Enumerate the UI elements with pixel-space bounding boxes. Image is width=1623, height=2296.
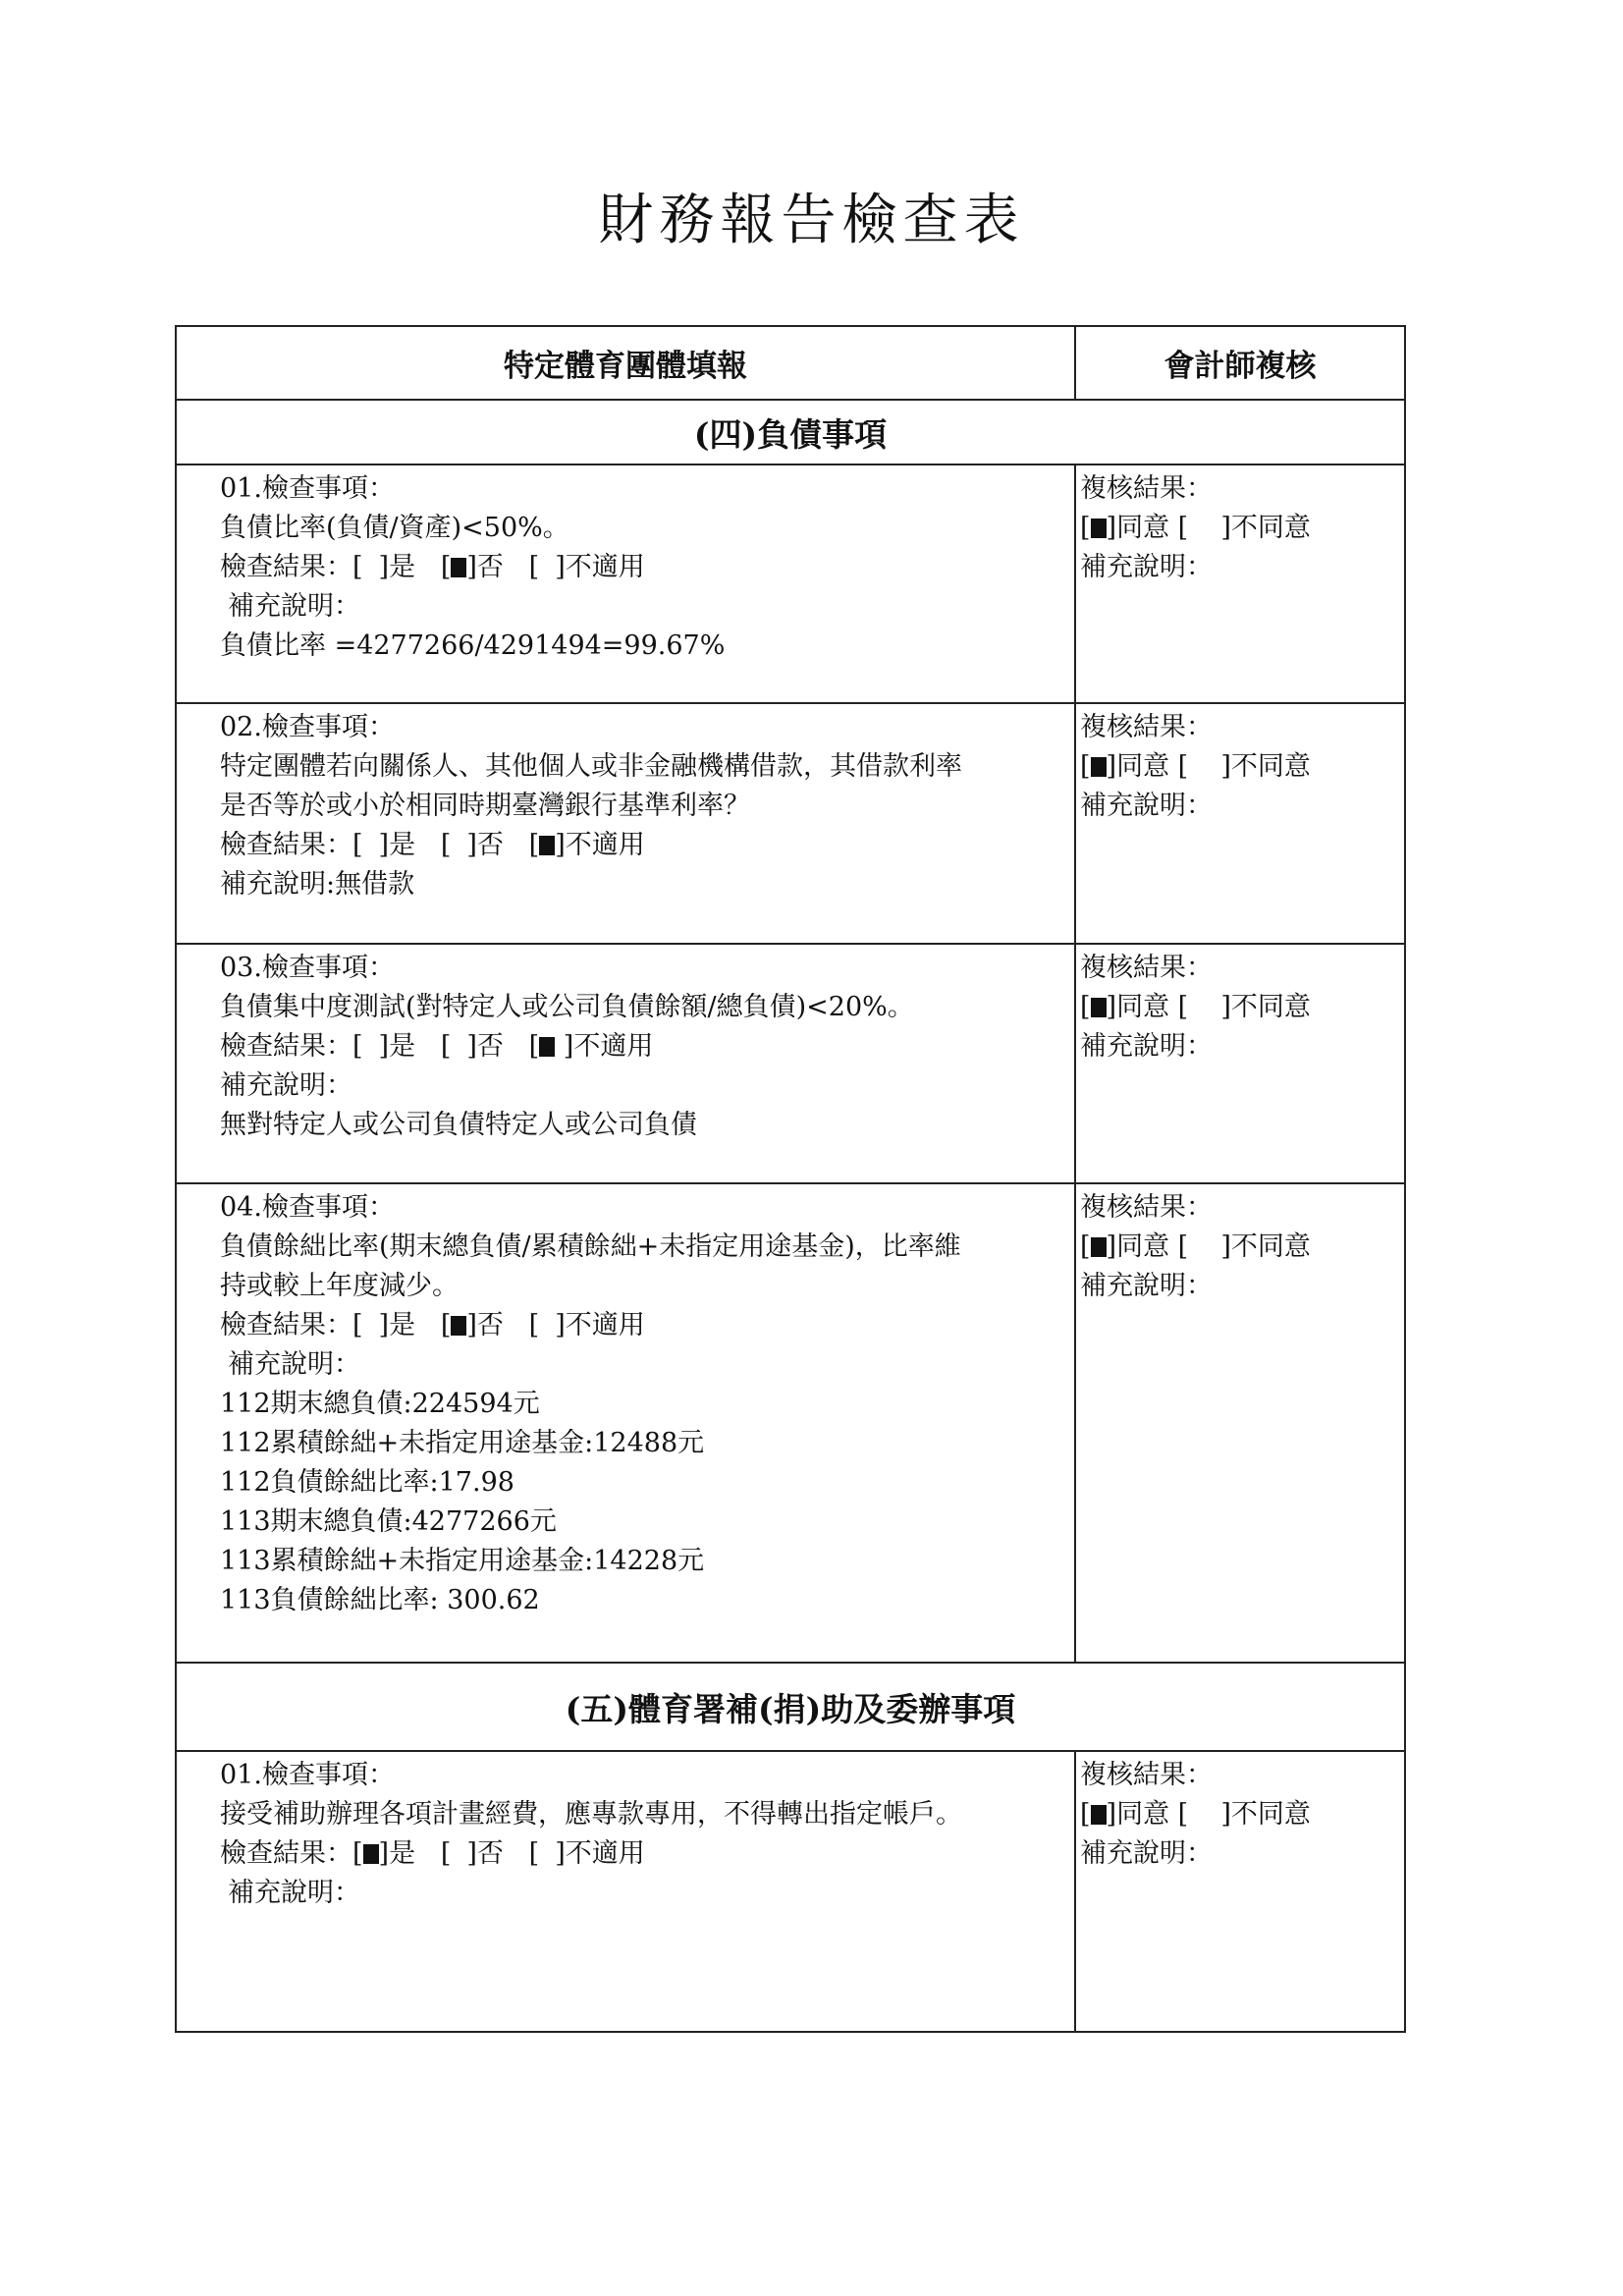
note-label: 補充說明： [228,1878,360,1908]
checkbox-yes[interactable] [363,558,379,577]
review-4-01 [1075,465,1405,703]
checkbox-yes[interactable] [363,836,379,855]
check-result-row: 檢查結果：[ ]是 [ ]否 [ ]不適用 [220,830,645,860]
note-label: 補充說明： [228,591,360,622]
review-4-04 [1075,1183,1405,1663]
checkbox-yes[interactable] [363,1037,379,1057]
item-number: 01.檢查事項： [220,1760,395,1790]
check-result-row: 檢查結果：[ ]是 [ ]否 [ ]不適用 [220,1310,645,1340]
item-number: 02.檢查事項： [220,712,395,742]
checkbox-disagree[interactable] [1205,519,1220,538]
item-description: 是否等於或小於相同時期臺灣銀行基準利率？ [220,791,750,821]
checkbox-agree-checked[interactable] [1091,519,1107,538]
checkbox-agree-checked[interactable] [1091,757,1107,777]
note-text: 113累積餘絀+未指定用途基金:14228元 [220,1546,705,1576]
review-label: 複核結果： [1080,953,1213,983]
review-4-03 [1075,944,1405,1183]
checkbox-disagree[interactable] [1205,1805,1220,1825]
item-number: 04.檢查事項： [220,1192,395,1223]
review-note-label: 補充說明： [1080,791,1213,821]
review-options: [ ]同意 [ ]不同意 [1080,992,1311,1022]
item-description: 持或較上年度減少。 [220,1271,459,1301]
section-4-title: (四)負債事項 [176,400,1405,465]
review-5-01 [1075,1751,1405,2032]
checkbox-na-checked[interactable] [539,836,555,855]
review-note-label: 補充說明： [1080,1031,1213,1062]
check-item-4-04 [176,1183,1075,1663]
check-item-4-01 [176,465,1075,703]
checkbox-no[interactable] [451,836,466,855]
checkbox-disagree[interactable] [1205,757,1220,777]
check-result-row: 檢查結果：[ ]是 [ ]否 [ ]不適用 [220,1838,645,1869]
header-reviewer: 會計師複核 [1075,326,1405,400]
note-label: 補充說明:無借款 [220,869,415,900]
item-description: 負債集中度測試(對特定人或公司負債餘額/總負債)<20%。 [220,992,914,1022]
note-text: 負債比率 =4277266/4291494=99.67% [220,630,726,661]
checkbox-disagree[interactable] [1205,1237,1220,1257]
checkbox-agree-checked[interactable] [1091,1237,1107,1257]
checkbox-yes-checked[interactable] [363,1844,379,1864]
check-result-row: 檢查結果：[ ]是 [ ]否 [ ]不適用 [220,1031,654,1062]
item-description: 負債比率(負債/資產)<50%。 [220,513,569,543]
checkbox-na[interactable] [539,1316,555,1336]
note-text: 113負債餘絀比率: 300.62 [220,1585,540,1615]
item-description: 特定團體若向關係人、其他個人或非金融機構借款，其借款利率 [220,751,962,782]
checkbox-na-checked[interactable] [539,1037,555,1057]
checklist-table [175,325,1406,2033]
item-description: 負債餘絀比率(期末總負債/累積餘絀+未指定用途基金)，比率維 [220,1231,961,1262]
review-note-label: 補充說明： [1080,1271,1213,1301]
checkbox-na[interactable] [539,1844,555,1864]
note-label: 補充說明： [228,1349,360,1380]
check-item-4-03 [176,944,1075,1183]
note-text: 112負債餘絀比率:17.98 [220,1467,514,1498]
review-options: [ ]同意 [ ]不同意 [1080,1799,1311,1830]
review-note-label: 補充說明： [1080,552,1213,582]
checkbox-no[interactable] [451,1844,466,1864]
review-note-label: 補充說明： [1080,1838,1213,1869]
review-4-02 [1075,703,1405,944]
check-item-4-02 [176,703,1075,944]
note-text: 112累積餘絀+未指定用途基金:12488元 [220,1428,705,1458]
review-options: [ ]同意 [ ]不同意 [1080,513,1311,543]
review-options: [ ]同意 [ ]不同意 [1080,751,1311,782]
checkbox-no-checked[interactable] [451,558,466,577]
note-label: 補充說明： [220,1070,352,1101]
header-filler: 特定體育團體填報 [176,326,1075,400]
item-number: 03.檢查事項： [220,953,395,983]
item-number: 01.檢查事項： [220,473,395,504]
note-text: 112期末總負債:224594元 [220,1389,540,1419]
item-description: 接受補助辦理各項計畫經費，應專款專用，不得轉出指定帳戶。 [220,1799,962,1830]
checkbox-agree-checked[interactable] [1091,1805,1107,1825]
review-label: 複核結果： [1080,712,1213,742]
checkbox-disagree[interactable] [1205,998,1220,1017]
check-item-5-01 [176,1751,1075,2032]
page-title: 財務報告檢查表 [598,189,1025,252]
review-options: [ ]同意 [ ]不同意 [1080,1231,1311,1262]
checkbox-na[interactable] [539,558,555,577]
checkbox-no-checked[interactable] [451,1316,466,1336]
review-label: 複核結果： [1080,1192,1213,1223]
review-label: 複核結果： [1080,473,1213,504]
checkbox-no[interactable] [451,1037,466,1057]
check-result-row: 檢查結果：[ ]是 [ ]否 [ ]不適用 [220,552,645,582]
checkbox-agree-checked[interactable] [1091,998,1107,1017]
checkbox-yes[interactable] [363,1316,379,1336]
review-label: 複核結果： [1080,1760,1213,1790]
section-5-title: (五)體育署補(捐)助及委辦事項 [176,1663,1405,1751]
note-text: 113期末總負債:4277266元 [220,1506,557,1537]
note-text: 無對特定人或公司負債特定人或公司負債 [220,1110,697,1140]
